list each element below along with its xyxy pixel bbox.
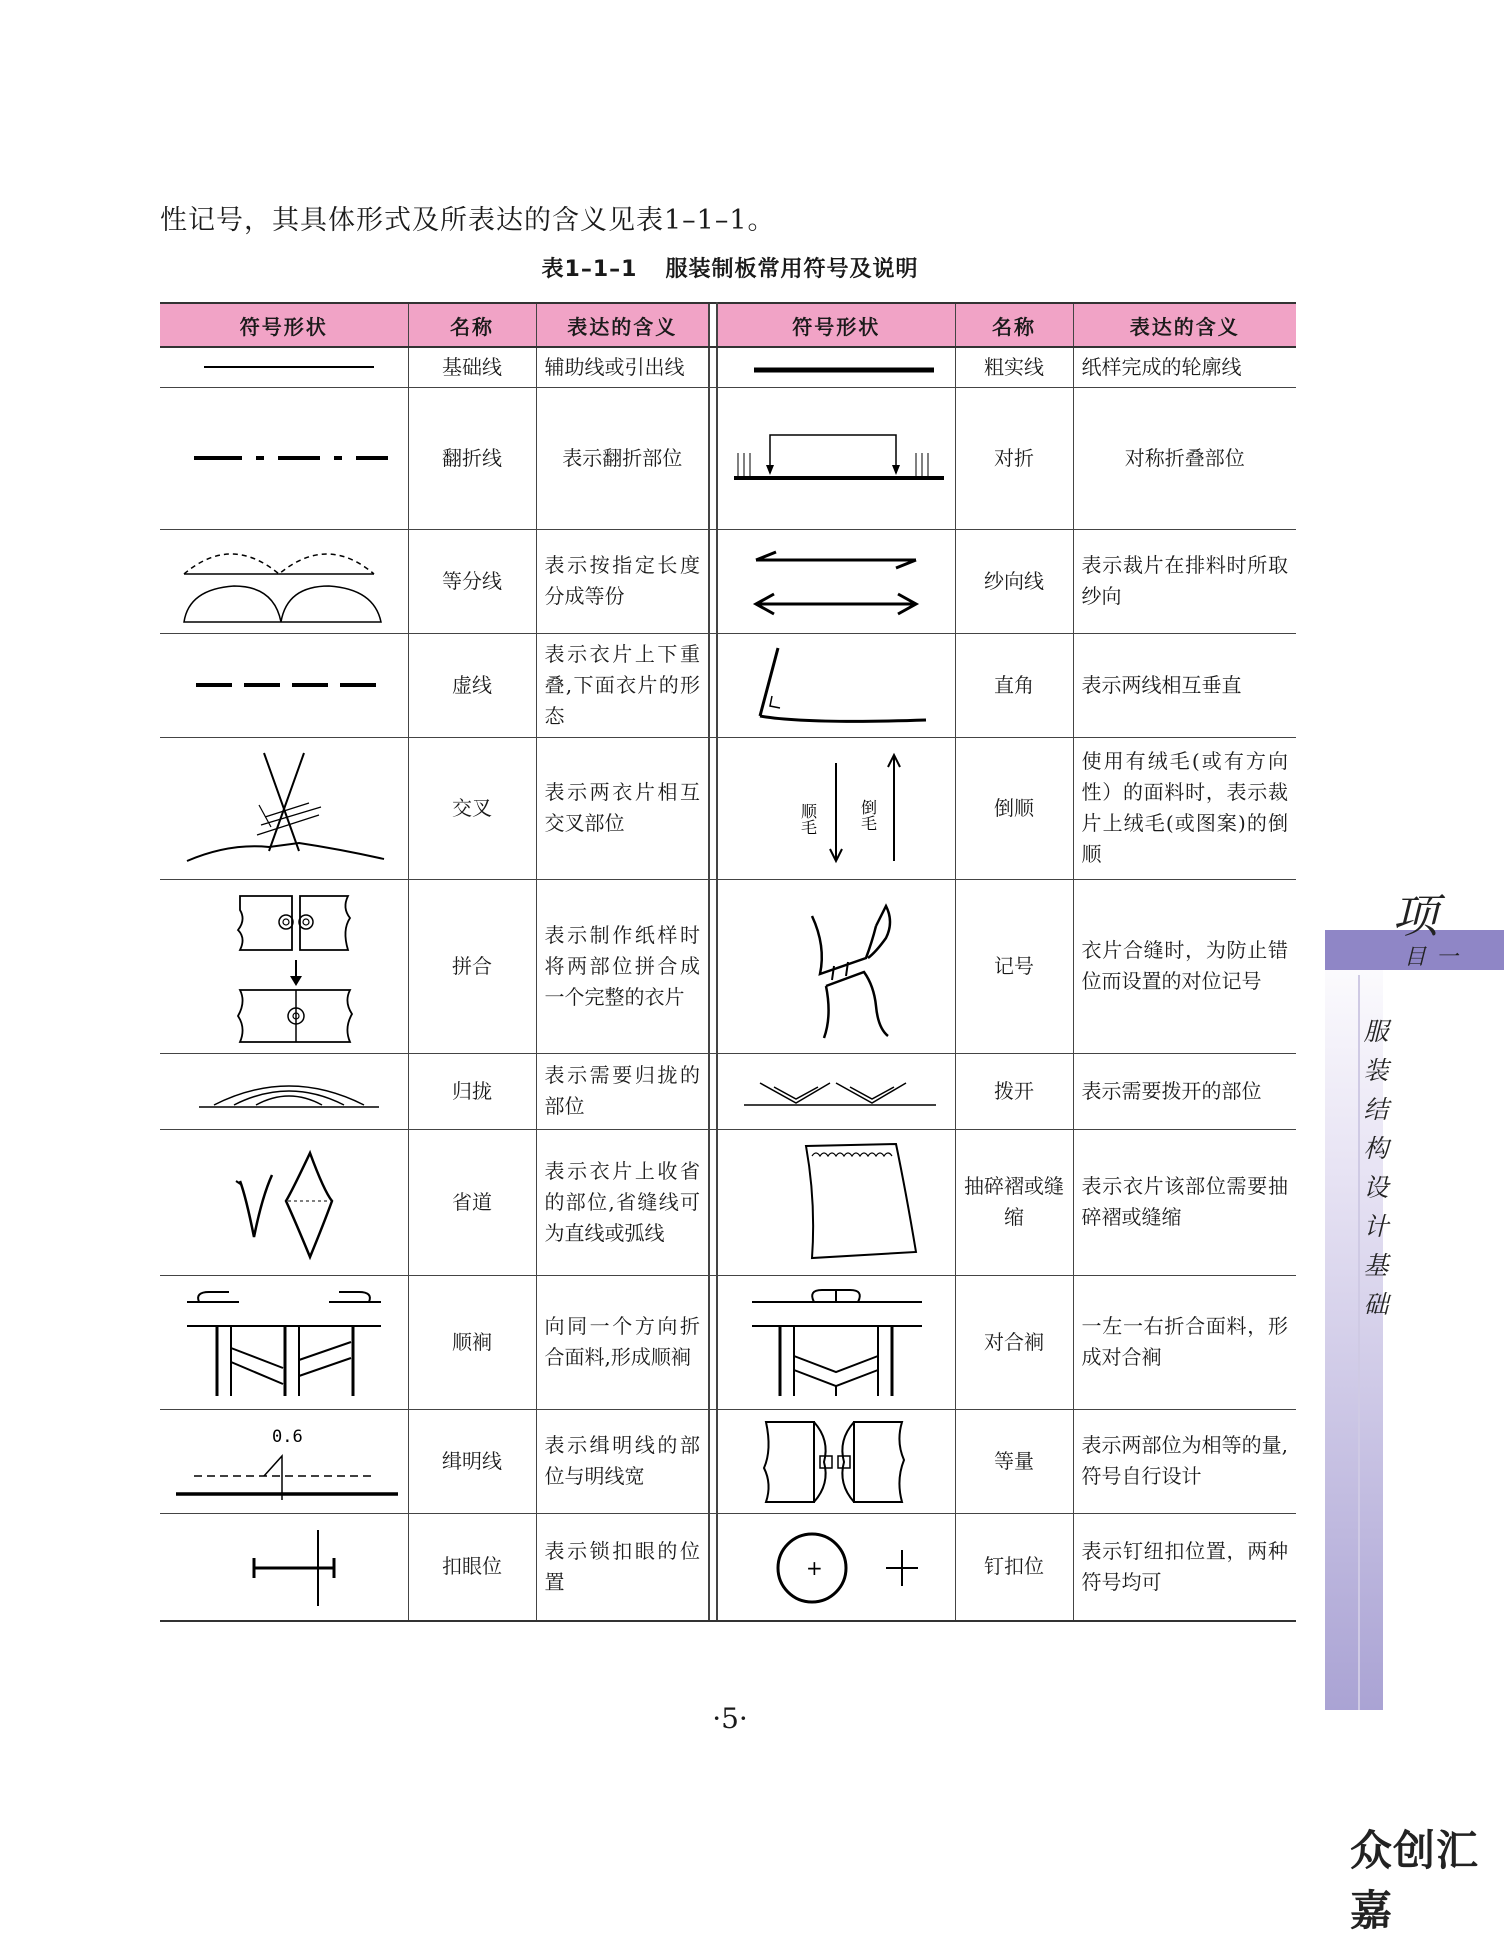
- name-cell: 顺裥: [408, 1275, 536, 1409]
- table-row: [160, 347, 1296, 387]
- symbol-stretch-marks: [717, 1053, 955, 1129]
- meaning-cell: 表示两部位为相等的量,符号自行设计: [1073, 1409, 1296, 1513]
- name-cell: 虚线: [408, 633, 536, 737]
- symbol-equal-marks: [717, 1409, 955, 1513]
- meaning-cell: 表示衣片上下重叠,下面衣片的形态: [536, 633, 709, 737]
- name-cell: 等分线: [408, 529, 536, 633]
- meaning-cell: 表示按指定长度分成等份: [536, 529, 709, 633]
- table-header-row: [160, 303, 1296, 347]
- name-cell: 记号: [955, 879, 1073, 1053]
- name-cell: 归拢: [408, 1053, 536, 1129]
- chapter-tab-title: 项: [1392, 889, 1438, 943]
- table-row: [160, 1409, 1296, 1513]
- meaning-cell: 向同一个方向折合面料,形成顺裥: [536, 1275, 709, 1409]
- symbol-gathering: [717, 1129, 955, 1275]
- symbol-joining-pieces: [160, 879, 408, 1053]
- symbol-topstitch: [160, 1409, 408, 1513]
- name-cell: 粗实线: [955, 347, 1073, 387]
- table-row: [160, 1129, 1296, 1275]
- table-row: [160, 879, 1296, 1053]
- header-meaning-right: 表达的含义: [1073, 303, 1296, 347]
- symbol-fold-bracket: [717, 387, 955, 529]
- header-meaning-left: 表达的含义: [536, 303, 709, 347]
- name-cell: 拼合: [408, 879, 536, 1053]
- symbol-arc-divisions: [160, 529, 408, 633]
- header-name-right: 名称: [955, 303, 1073, 347]
- name-cell: 缉明线: [408, 1409, 536, 1513]
- meaning-cell: 衣片合缝时，为防止错位而设置的对位记号: [1073, 879, 1296, 1053]
- meaning-cell: 表示翻折部位: [536, 387, 709, 529]
- meaning-cell: 表示两线相互垂直: [1073, 633, 1296, 737]
- table-row: [160, 1513, 1296, 1621]
- table-caption-number: 表1–1–1: [541, 257, 638, 282]
- chapter-tab-subtitle: 服装结构设计基础: [1363, 1017, 1389, 1319]
- symbol-grain-arrows: [717, 529, 955, 633]
- meaning-cell: 表示需要归拢的部位: [536, 1053, 709, 1129]
- meaning-cell: 纸样完成的轮廓线: [1073, 347, 1296, 387]
- header-symbol-right: 符号形状: [717, 303, 955, 347]
- name-cell: 抽碎褶或缝缩: [955, 1129, 1073, 1275]
- symbol-thin-line: [160, 347, 408, 387]
- chapter-tab-number: 一: [1436, 945, 1459, 970]
- symbol-thick-line: [717, 347, 955, 387]
- page-number: ·5·: [712, 1702, 748, 1735]
- table-caption: [0, 252, 1460, 283]
- meaning-cell: 表示缉明线的部位与明线宽: [536, 1409, 709, 1513]
- meaning-cell: 表示需要拨开的部位: [1073, 1053, 1296, 1129]
- table-row: [160, 1275, 1296, 1409]
- header-symbol-left: 符号形状: [160, 303, 408, 347]
- meaning-cell: 表示锁扣眼的位置: [536, 1513, 709, 1621]
- symbol-nap-arrows: [717, 737, 955, 879]
- meaning-cell: 辅助线或引出线: [536, 347, 709, 387]
- topstitch-width-label: 0.6: [271, 1427, 303, 1447]
- name-cell: 基础线: [408, 347, 536, 387]
- symbol-dashed-line: [160, 633, 408, 737]
- meaning-cell: 表示裁片在排料时所取纱向: [1073, 529, 1296, 633]
- intro-paragraph: 性记号，其具体形式及所表达的含义见表1–1–1。: [160, 205, 776, 236]
- meaning-cell: 表示两衣片相互交叉部位: [536, 737, 709, 879]
- name-cell: 翻折线: [408, 387, 536, 529]
- name-cell: 纱向线: [955, 529, 1073, 633]
- symbol-button-position: [717, 1513, 955, 1621]
- table-row: [160, 1053, 1296, 1129]
- name-cell: 扣眼位: [408, 1513, 536, 1621]
- symbol-shrink-arcs: [160, 1053, 408, 1129]
- meaning-cell: 对称折叠部位: [1073, 387, 1296, 529]
- name-cell: 钉扣位: [955, 1513, 1073, 1621]
- meaning-cell: 表示衣片该部位需要抽碎褶或缝缩: [1073, 1129, 1296, 1275]
- meaning-cell: 一左一右折合面料，形成对合裥: [1073, 1275, 1296, 1409]
- symbol-dash-dot-line: [160, 387, 408, 529]
- nap-label-dao: 倒毛: [858, 799, 878, 831]
- table-row: [160, 387, 1296, 529]
- name-cell: 倒顺: [955, 737, 1073, 879]
- symbol-box-pleat: [717, 1275, 955, 1409]
- chapter-tab-mu: 目: [1404, 945, 1427, 970]
- nap-label-shun: 顺毛: [798, 803, 818, 835]
- name-cell: 省道: [408, 1129, 536, 1275]
- symbol-crossing-pieces: [160, 737, 408, 879]
- name-cell: 对合裥: [955, 1275, 1073, 1409]
- meaning-cell: 使用有绒毛(或有方向性）的面料时，表示裁片上绒毛(或图案)的倒顺: [1073, 737, 1296, 879]
- symbol-table: [160, 302, 1296, 1622]
- table-caption-title: 服装制板常用符号及说明: [665, 257, 919, 282]
- chapter-tab-sub: [1404, 940, 1458, 971]
- table-row: [160, 529, 1296, 633]
- name-cell: 等量: [955, 1409, 1073, 1513]
- symbol-right-angle: [717, 633, 955, 737]
- table-row: [160, 737, 1296, 879]
- name-cell: 对折: [955, 387, 1073, 529]
- meaning-cell: 表示钉纽扣位置，两种符号均可: [1073, 1513, 1296, 1621]
- chapter-side-divider: [1358, 975, 1360, 1710]
- meaning-cell: 表示衣片上收省的部位,省缝线可为直线或弧线: [536, 1129, 709, 1275]
- name-cell: 交叉: [408, 737, 536, 879]
- button-center-mark: +: [806, 1555, 824, 1580]
- meaning-cell: 表示制作纸样时将两部位拼合成一个完整的衣片: [536, 879, 709, 1053]
- symbol-darts: [160, 1129, 408, 1275]
- symbol-notch-marks: [717, 879, 955, 1053]
- header-name-left: 名称: [408, 303, 536, 347]
- table-row: [160, 633, 1296, 737]
- watermark-logo: 众创汇嘉: [1350, 1826, 1480, 1935]
- name-cell: 直角: [955, 633, 1073, 737]
- name-cell: 拨开: [955, 1053, 1073, 1129]
- symbol-buttonhole: [160, 1513, 408, 1621]
- symbol-knife-pleats: [160, 1275, 408, 1409]
